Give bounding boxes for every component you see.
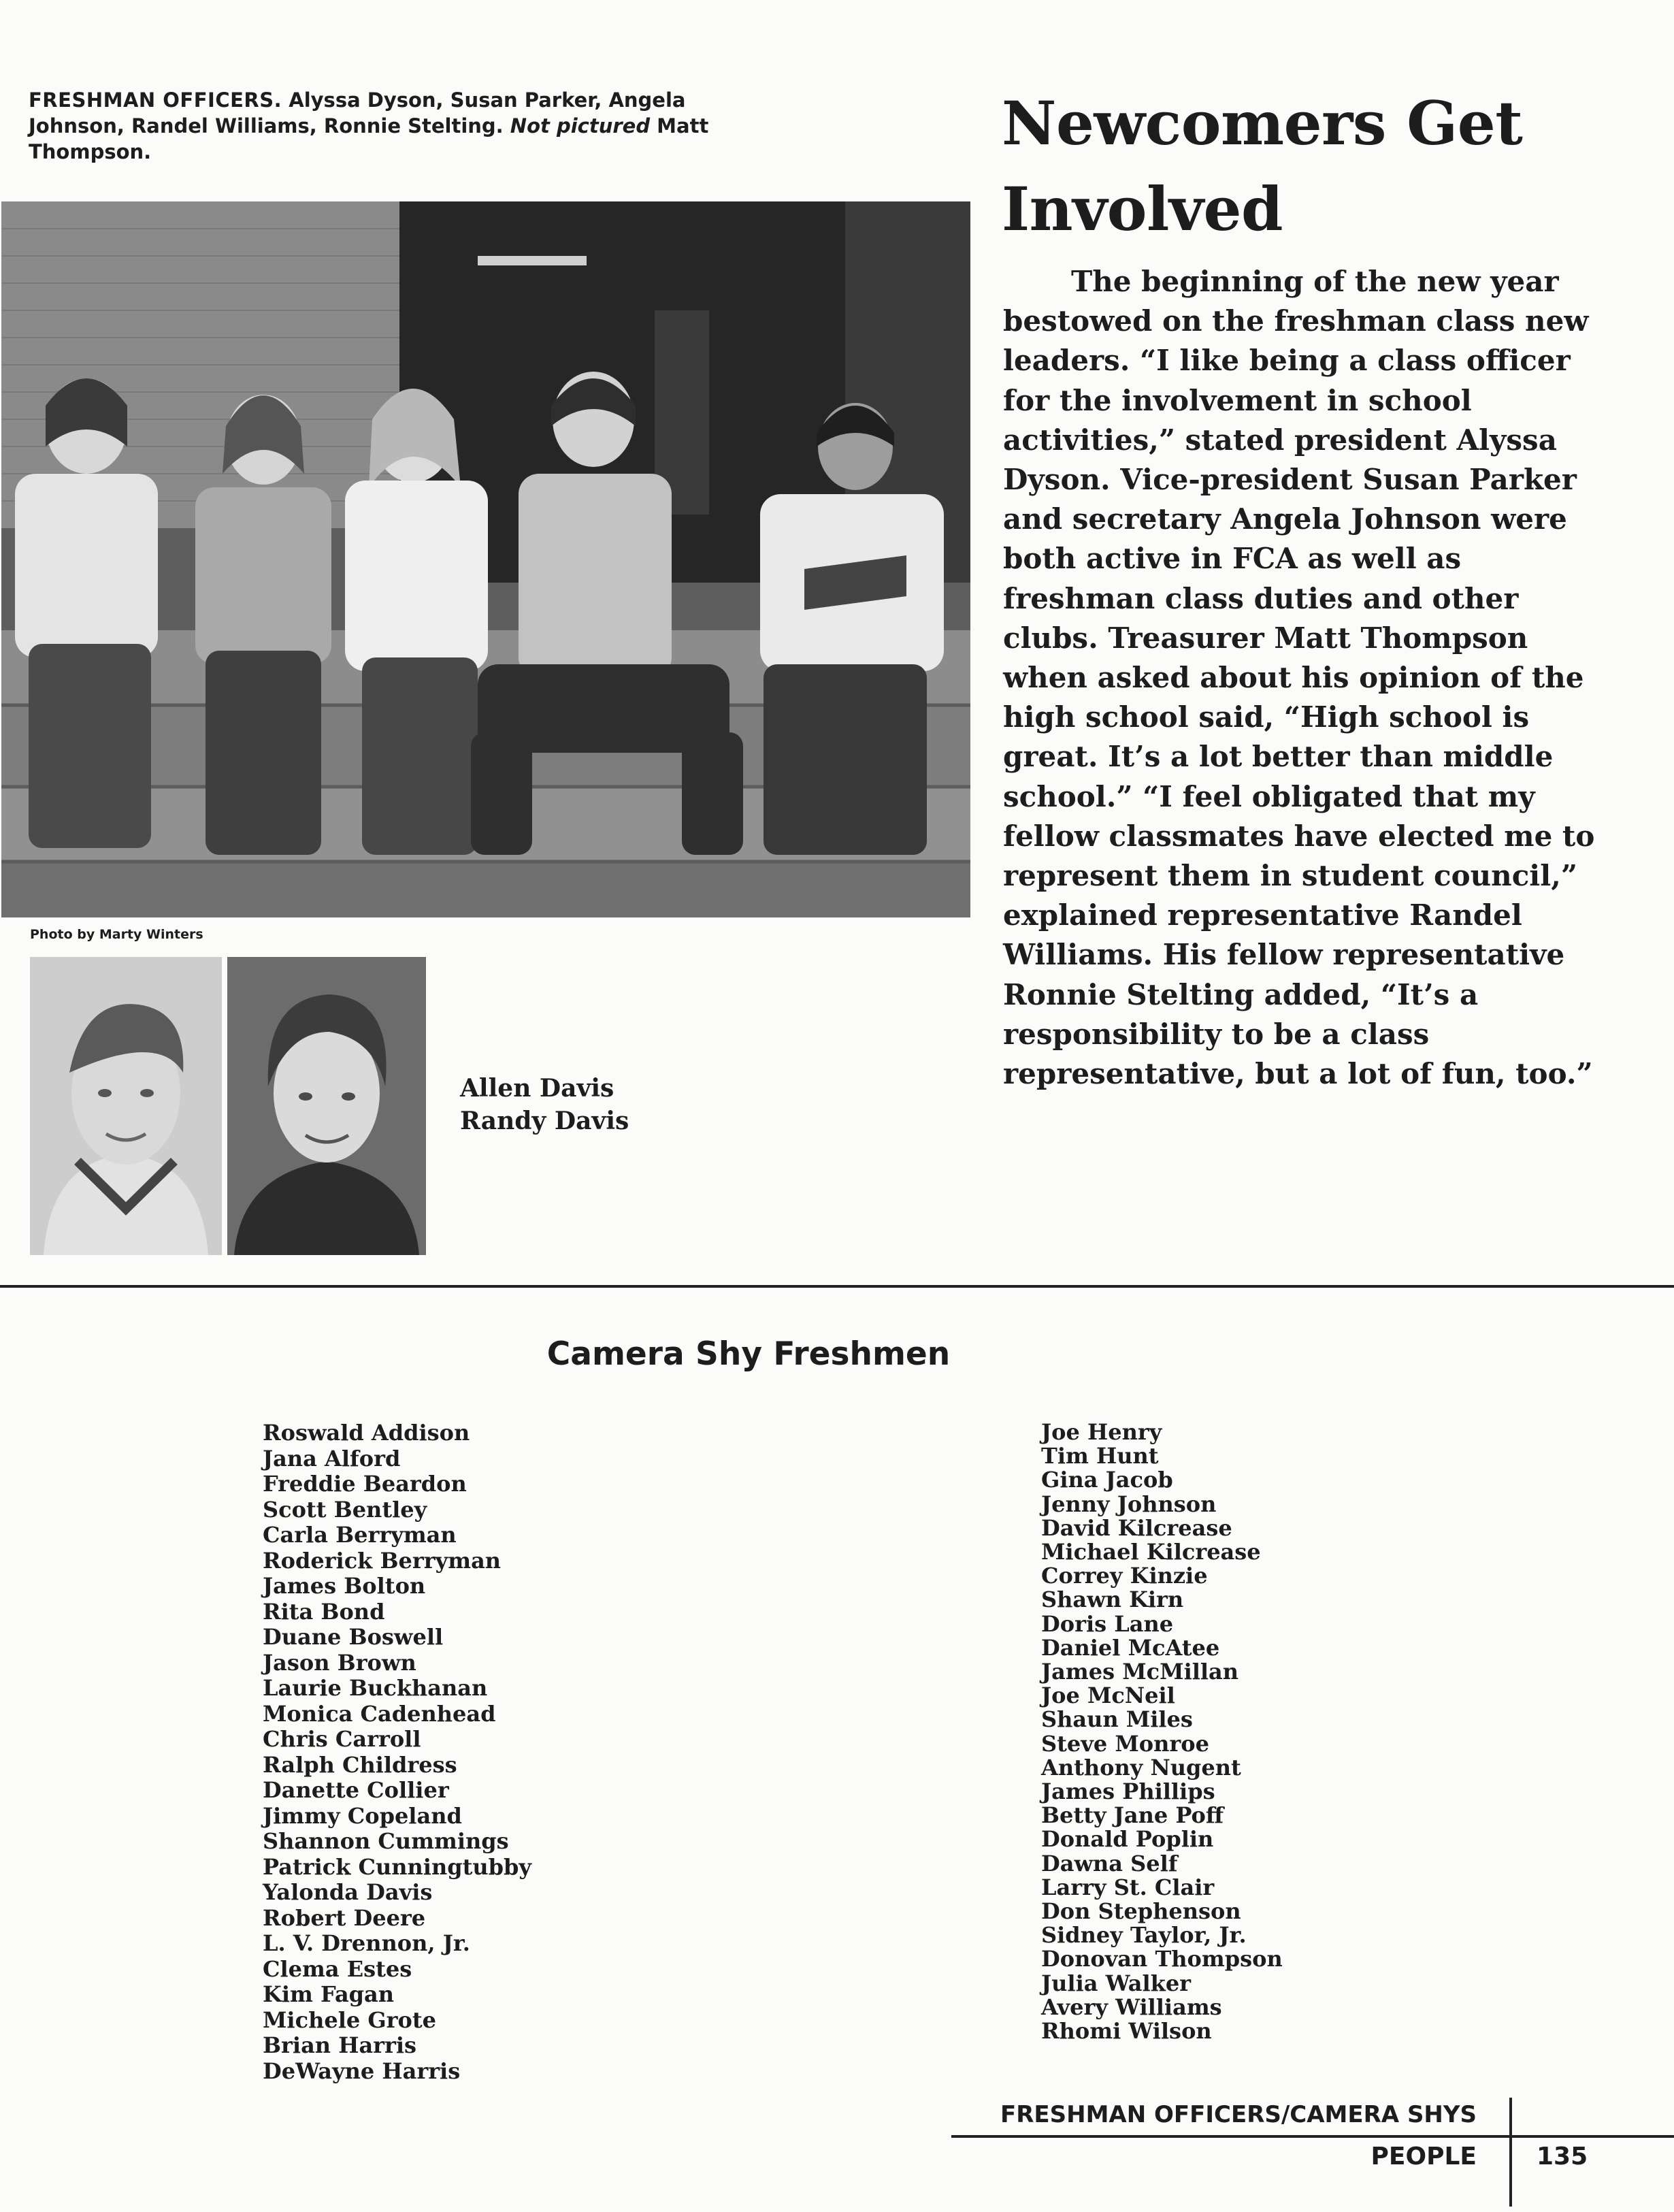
camera-shy-name: Gina Jacob (1041, 1467, 1173, 1493)
camera-shy-name: Brian Harris (263, 2032, 417, 2058)
camera-shy-name: Joe McNeil (1041, 1682, 1175, 1709)
camera-shy-column-1 (263, 1420, 531, 2084)
camera-shy-name: Correy Kinzie (1041, 1563, 1208, 1589)
camera-shy-name: Laurie Buckhanan (263, 1675, 488, 1701)
camera-shy-name: Doris Lane (1041, 1610, 1174, 1637)
article-body (1003, 262, 1602, 1094)
camera-shy-name: Scott Bentley (263, 1496, 427, 1523)
camera-shy-name: Chris Carroll (263, 1726, 421, 1752)
portrait-names (460, 1072, 629, 1137)
headline-line-1: Newcomers Get (1002, 88, 1523, 159)
camera-shy-name: Robert Deere (263, 1904, 426, 1931)
caption-not-pictured-names: Matt Thompson. (29, 114, 709, 163)
camera-shy-name: Freddie Beardon (263, 1471, 467, 1497)
portrait-allen-davis (30, 957, 222, 1255)
camera-shy-name: Kim Fagan (263, 1981, 395, 2007)
camera-shy-name: Yalonda Davis (263, 1879, 433, 1905)
camera-shy-name: Dawna Self (1041, 1850, 1178, 1876)
camera-shy-name: Monica Cadenhead (263, 1700, 496, 1727)
camera-shy-name: Michael Kilcrease (1041, 1539, 1261, 1565)
camera-shy-name: Shawn Kirn (1041, 1587, 1184, 1613)
camera-shy-name: Roswald Addison (263, 1420, 470, 1446)
article-body-text: The beginning of the new year bestowed on the freshman class new leaders. “I like being a class officer for the involvement in school activities,” stated president Alyssa Dyson. Vice-president Susan Parker and secretary Angela Johnson were both active in FCA as well as freshman class duties and other clubs. Treasurer Matt Thompson when asked about his opinion of the high school said, “High school is great. It’s a lot better than middle school.” “I feel obligated that my fellow classmates have elected me to represent them in student council,” explained representative Randel Williams. His fellow representative Ronnie Stelting added, “It’s a responsibility to be a class representative, but a lot of fun, too.” (1003, 265, 1595, 1091)
portrait-name-2: Randy Davis (460, 1107, 629, 1135)
camera-shy-name: Jenny Johnson (1041, 1491, 1217, 1517)
caption-not-pictured-label: Not pictured (510, 114, 651, 137)
camera-shy-name: L. V. Drennon, Jr. (263, 1930, 470, 1956)
camera-shy-name: Duane Boswell (263, 1624, 444, 1650)
camera-shy-name: Sidney Taylor, Jr. (1041, 1922, 1247, 1949)
camera-shy-name: Joe Henry (1041, 1419, 1162, 1445)
camera-shy-name: Julia Walker (1041, 1970, 1192, 1996)
footer-vertical-rule (1509, 2098, 1512, 2207)
camera-shy-name: Clema Estes (263, 1955, 412, 1982)
camera-shy-name: Ralph Childress (263, 1751, 457, 1778)
page-number: 135 (1537, 2143, 1588, 2170)
camera-shy-name: Don Stephenson (1041, 1898, 1241, 1925)
camera-shy-name: DeWayne Harris (263, 2058, 461, 2084)
camera-shy-name: Betty Jane Poff (1041, 1802, 1224, 1829)
section-divider (0, 1285, 1674, 1288)
camera-shy-name: Carla Berryman (263, 1522, 457, 1548)
camera-shy-name: Jason Brown (263, 1649, 416, 1676)
camera-shy-name: Larry St. Clair (1041, 1874, 1215, 1900)
camera-shy-title: Camera Shy Freshmen (546, 1335, 951, 1373)
camera-shy-name: Rhomi Wilson (1041, 2018, 1212, 2045)
camera-shy-name: David Kilcrease (1041, 1514, 1232, 1541)
camera-shy-name: Anthony Nugent (1041, 1754, 1241, 1780)
portrait-randy-davis (227, 957, 426, 1255)
camera-shy-name: Donovan Thompson (1041, 1946, 1283, 1972)
portrait-name-1: Allen Davis (460, 1074, 614, 1103)
camera-shy-name: James McMillan (1041, 1659, 1239, 1685)
camera-shy-name: Daniel McAtee (1041, 1634, 1220, 1661)
photo-credit: Photo by Marty Winters (30, 927, 203, 942)
headline-line-2: Involved (1002, 174, 1283, 244)
camera-shy-column-2 (1041, 1420, 1283, 2043)
footer-section-title: FRESHMAN OFFICERS/CAMERA SHYS (1000, 2101, 1477, 2128)
footer-rule (951, 2135, 1674, 2138)
camera-shy-name: Jana Alford (263, 1445, 401, 1471)
caption-lead: FRESHMAN OFFICERS. (29, 88, 282, 112)
camera-shy-name: Danette Collier (263, 1777, 449, 1803)
camera-shy-name: Donald Poplin (1041, 1826, 1214, 1853)
camera-shy-name: Rita Bond (263, 1598, 385, 1625)
article-headline (1002, 80, 1614, 252)
footer-category: PEOPLE (1371, 2143, 1477, 2170)
camera-shy-name: Steve Monroe (1041, 1730, 1209, 1757)
camera-shy-name: Jimmy Copeland (263, 1802, 462, 1829)
camera-shy-name: James Phillips (1041, 1778, 1215, 1805)
photo-caption (29, 87, 770, 165)
camera-shy-name: Patrick Cunningtubby (263, 1853, 531, 1880)
camera-shy-name: Roderick Berryman (263, 1547, 502, 1574)
camera-shy-name: Avery Williams (1041, 1994, 1222, 2020)
camera-shy-name: Tim Hunt (1041, 1443, 1159, 1469)
camera-shy-name: James Bolton (263, 1573, 426, 1599)
camera-shy-name: Shaun Miles (1041, 1706, 1193, 1733)
group-photo (1, 201, 970, 917)
caption-names: Alyssa Dyson, Susan Parker, Angela Johnson, Randel Williams, Ronnie Stelting. (29, 88, 686, 137)
camera-shy-name: Michele Grote (263, 2006, 437, 2033)
camera-shy-name: Shannon Cummings (263, 1828, 509, 1854)
